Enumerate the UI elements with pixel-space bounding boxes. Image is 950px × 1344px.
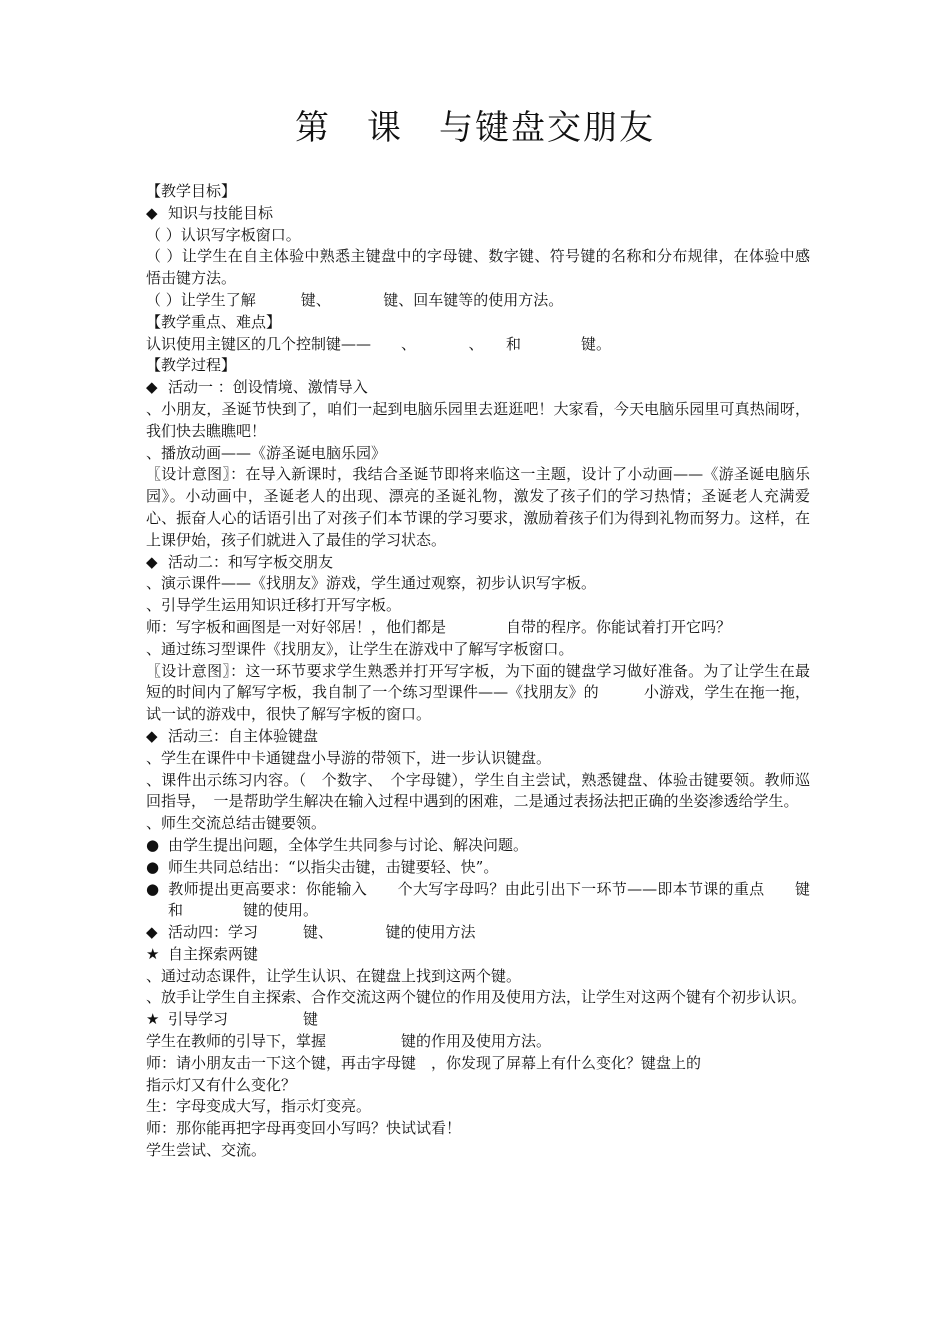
paragraph: 生：字母变成大写，指示灯变亮。 xyxy=(146,1097,372,1116)
diamond-bullet-icon: ◆ xyxy=(146,203,158,222)
star-bullet-icon: ★ xyxy=(146,944,160,963)
page-title: 第 课 与键盘交朋友 xyxy=(295,108,655,148)
paragraph: 〖设计意图〗：这一环节要求学生熟悉并打开写字板，为下面的键盘学习做好准备。为了让学生在最短的时间内了解写字板，我自制了一个练习型课件——《找朋友》的 小游戏，学生在拖一拖，试一试的游戏中，很快了解写字板的窗口。 xyxy=(146,661,810,724)
section-heading-key-points: 【教学重点、难点】 xyxy=(146,312,282,331)
dot-bullet-icon: ● xyxy=(146,879,160,898)
paragraph: 学生尝试、交流。 xyxy=(146,1141,267,1160)
diamond-bullet-icon: ◆ xyxy=(146,726,158,745)
diamond-bullet-icon: ◆ xyxy=(146,552,158,571)
paragraph: 、师生交流总结击键要领。 xyxy=(146,814,327,833)
paragraph: 、演示课件——《找朋友》游戏，学生通过观察，初步认识写字板。 xyxy=(146,574,597,593)
list-item: ★ 自主探索两键 xyxy=(146,944,810,966)
paragraph: 、通过练习型课件《找朋友》，让学生在游戏中了解写字板窗口。 xyxy=(146,639,574,658)
star-bullet-icon: ★ xyxy=(146,1010,160,1029)
paragraph: 、小朋友，圣诞节快到了，咱们一起到电脑乐园里去逛逛吧！大家看，今天电脑乐园里可真热闹呀，我们快去瞧瞧吧！ xyxy=(146,399,810,440)
paragraph: 〖设计意图〗：在导入新课时，我结合圣诞节即将来临这一主题，设计了小动画——《游圣诞电脑乐园》。小动画中，圣诞老人的出现、漂亮的圣诞礼物，激发了孩子们的学习热情；圣诞老人充满爱心、振奋人心的话语引出了对孩子们本节课的学习要求，激励着孩子们为得到礼物而努力。这样，在上课伊始，孩子们就进入了最佳的学习状态。 xyxy=(146,465,810,549)
paragraph: 师：那你能再把字母再变回小写吗？快试试看！ xyxy=(146,1119,462,1138)
paragraph: 学生在教师的引导下，掌握 键的作用及使用方法。 xyxy=(146,1032,552,1051)
list-item: ◆ 活动三：自主体验键盘 xyxy=(146,726,810,748)
dot-bullet-icon: ● xyxy=(146,857,160,876)
list-item: ◆ 活动一 ：创设情境、激情导入 xyxy=(146,377,810,399)
paragraph: （ ）让学生了解 键、 键、回车键等的使用方法。 xyxy=(146,290,564,309)
list-item: ◆ 知识与技能目标 xyxy=(146,203,810,225)
paragraph: 师：写字板和画图是一对好邻居！，他们都是 自带的程序。你能试着打开它吗？ xyxy=(146,617,732,636)
paragraph: 、学生在课件中卡通键盘小导游的带领下，进一步认识键盘。 xyxy=(146,748,552,767)
list-item: ◆ 活动二：和写字板交朋友 xyxy=(146,552,810,574)
diamond-bullet-icon: ◆ xyxy=(146,923,158,942)
paragraph: 、课件出示练习内容。（ 个数字、 个字母键），学生自主尝试，熟悉键盘、体验击键要领。教师巡回指导， 一是帮助学生解决在输入过程中遇到的困难，二是通过表扬法把正确的坐姿渗透给学生。 xyxy=(146,770,810,811)
paragraph: （ ）让学生在自主体验中熟悉主键盘中的字母键、数字键、符号键的名称和分布规律，在体验中感悟击键方法。 xyxy=(146,247,810,288)
paragraph: 、通过动态课件，让学生认识、在键盘上找到这两个键。 xyxy=(146,966,522,985)
list-item: ● 由学生提出问题，全体学生共同参与讨论、解决问题。 xyxy=(146,835,810,857)
section-heading-process: 【教学过程】 xyxy=(146,356,237,375)
list-item: ★ 引导学习 键 xyxy=(146,1009,810,1031)
dot-bullet-icon: ● xyxy=(146,835,160,854)
list-item: ◆ 活动四：学习 键、 键的使用方法 xyxy=(146,922,810,944)
paragraph: 指示灯又有什么变化？ xyxy=(146,1075,297,1094)
paragraph: 、放手让学生自主探索、合作交流这两个键位的作用及使用方法，让学生对这两个键有个初步认识。 xyxy=(146,988,807,1007)
diamond-bullet-icon: ◆ xyxy=(146,378,158,397)
paragraph: 师：请小朋友击一下这个键，再击字母键 ，你发现了屏幕上有什么变化？键盘上的 xyxy=(146,1053,702,1072)
paragraph: 、播放动画——《游圣诞电脑乐园》 xyxy=(146,443,387,462)
list-item: ● 教师提出更高要求：你能输入 个大写字母吗？由此引出下一环节——即本节课的重点 键和 键的使用。 xyxy=(146,879,810,920)
document-body xyxy=(146,181,810,1162)
paragraph: （ ）认识写字板窗口。 xyxy=(146,225,301,244)
list-item: ● 师生共同总结出：“以指尖击键，击键要轻、快”。 xyxy=(146,857,810,879)
paragraph: 认识使用主键区的几个控制键—— 、 、 和 键。 xyxy=(146,334,612,353)
section-heading-objectives: 【教学目标】 xyxy=(146,182,237,200)
paragraph: 、引导学生运用知识迁移打开写字板。 xyxy=(146,596,402,615)
